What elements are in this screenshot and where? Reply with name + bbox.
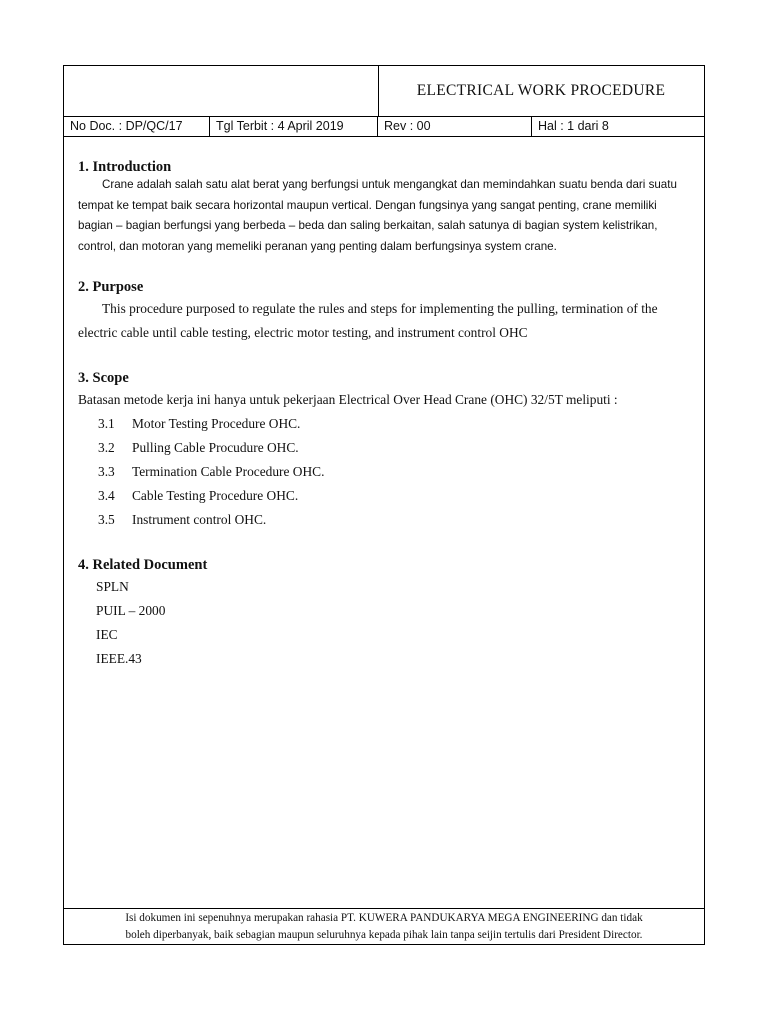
list-item: IEEE.43 — [96, 651, 142, 666]
list-item: SPLN — [96, 579, 129, 594]
list-item-text: Instrument control OHC. — [132, 512, 267, 527]
footer-line-2: boleh diperbanyak, baik sebagian maupun seluruhnya kepada pihak lain tanpa seijin tertulis dari President Director. — [125, 929, 643, 941]
scope-heading: 3. Scope — [78, 370, 129, 386]
list-item-number: 3.1 — [98, 416, 115, 431]
list-item: PUIL – 2000 — [96, 603, 166, 618]
scope-intro: Batasan metode kerja ini hanya untuk pekerjaan Electrical Over Head Crane (OHC) 32/5T meliputi : — [78, 392, 618, 407]
purpose-heading: 2. Purpose — [78, 279, 144, 295]
list-item — [98, 484, 694, 508]
list-item-number: 3.4 — [98, 488, 115, 503]
document-title: ELECTRICAL WORK PROCEDURE — [416, 82, 666, 99]
confidentiality-footer — [64, 908, 704, 944]
revision: Rev : 00 — [378, 116, 532, 136]
document-meta-row — [64, 116, 704, 137]
purpose-text: This procedure purposed to regulate the rules and steps for implementing the pulling, termination of the electric cable until cable testing, electric motor testing, and instrument control OHC — [78, 301, 658, 340]
list-item-text: Cable Testing Procedure OHC. — [132, 488, 299, 503]
header-top-row — [64, 66, 704, 117]
list-item — [98, 436, 694, 460]
scope-list — [98, 412, 694, 532]
list-item-number: 3.5 — [98, 512, 115, 527]
list-item — [98, 508, 694, 532]
logo-cell — [64, 66, 379, 116]
list-item-text: Pulling Cable Procudure OHC. — [132, 440, 299, 455]
introduction-text: Crane adalah salah satu alat berat yang berfungsi untuk mengangkat dan memindahkan suatu benda dari suatu tempat ke tempat baik secara horizontal maupun vertical. Dengan fungsinya yang sangat penting, crane memiliki bagian – bagian berfungsi yang berbeda – beda dan saling berkaitan, salah satunya di bagian system kelistrikan, control, dan motoran yang memeliki peranan yang penting dalam berfungsinya system crane. — [78, 178, 677, 253]
list-item-number: 3.3 — [98, 464, 115, 479]
issue-date: Tgl Terbit : 4 April 2019 — [210, 116, 378, 136]
related-document-list — [96, 575, 694, 671]
list-item — [98, 460, 694, 484]
list-item-text: Termination Cable Procedure OHC. — [132, 464, 325, 479]
list-item-number: 3.2 — [98, 440, 115, 455]
list-item-text: Motor Testing Procedure OHC. — [132, 416, 301, 431]
introduction-heading: 1. Introduction — [78, 159, 172, 175]
list-item — [98, 412, 694, 436]
footer-line-1: Isi dokumen ini sepenuhnya merupakan rahasia PT. KUWERA PANDUKARYA MEGA ENGINEERING dan tidak — [125, 912, 643, 924]
related-document-heading: 4. Related Document — [78, 557, 208, 573]
document-frame — [63, 65, 705, 945]
doc-number: No Doc. : DP/QC/17 — [64, 116, 210, 136]
document-body — [78, 159, 694, 671]
list-item: IEC — [96, 627, 118, 642]
page-number: Hal : 1 dari 8 — [538, 119, 609, 133]
